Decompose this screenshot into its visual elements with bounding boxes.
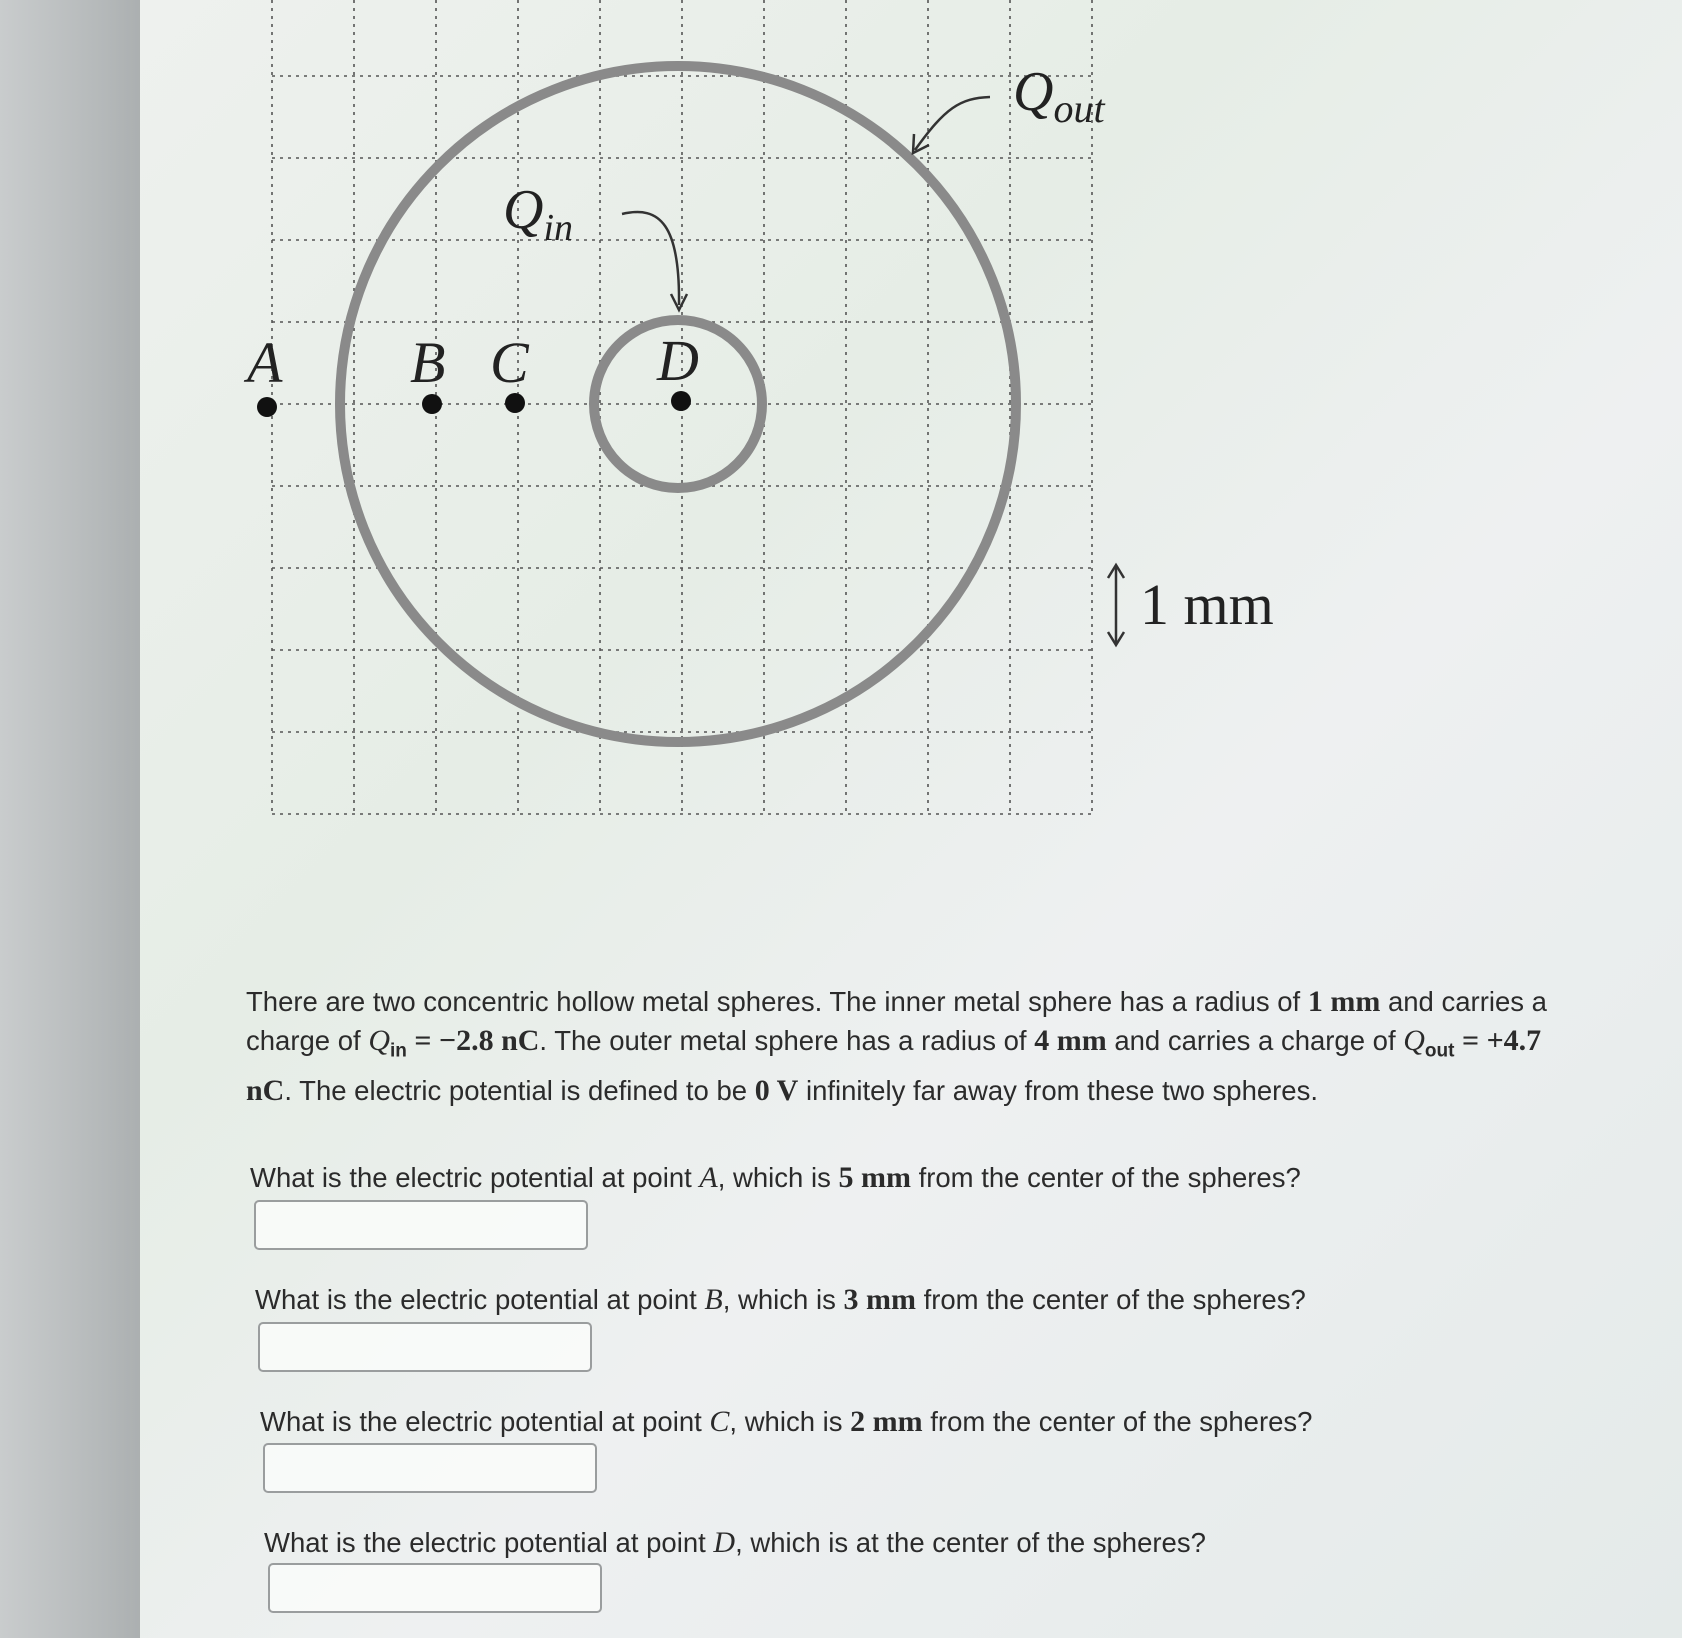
answer-input-c[interactable] — [263, 1443, 597, 1493]
point-b-label: B — [410, 330, 446, 395]
question-d: What is the electric potential at point D, which is at the center of the spheres? — [264, 1526, 1206, 1559]
q-in-arrow — [622, 212, 679, 305]
scale-label: 1 mm — [1140, 572, 1274, 637]
answer-input-d[interactable] — [268, 1563, 602, 1613]
point-d-label: D — [657, 328, 699, 393]
q-in-label: $Q_{in}$ — [503, 179, 574, 249]
question-c: What is the electric potential at point C, which is 2 mm from the center of the spheres? — [260, 1405, 1313, 1438]
q-out-label: $Q_{out}$ — [1013, 61, 1105, 131]
problem-statement: There are two concentric hollow metal spheres. The inner metal sphere has a radius of 1 mm and carries a charge of $Q_{in} = -2.8$ nC. The outer metal sphere has a radius of 4 mm and carries a charge of $Q_{out} = +4.7$ nC. The electric potential is defined to be 0 V infinitely far away from these two spheres. — [246, 985, 1547, 1107]
point-d-dot — [671, 391, 691, 411]
answer-input-a[interactable] — [254, 1200, 588, 1250]
point-a-dot — [257, 397, 277, 417]
point-c-label: C — [490, 330, 529, 395]
point-c-dot — [505, 393, 525, 413]
question-a: What is the electric potential at point A, which is 5 mm from the center of the spheres? — [250, 1161, 1301, 1194]
point-b-dot — [422, 394, 442, 414]
q-out-arrow — [915, 97, 990, 150]
question-b: What is the electric potential at point B, which is 3 mm from the center of the spheres? — [255, 1283, 1306, 1316]
point-a-label: A — [247, 330, 283, 395]
answer-input-b[interactable] — [258, 1322, 592, 1372]
